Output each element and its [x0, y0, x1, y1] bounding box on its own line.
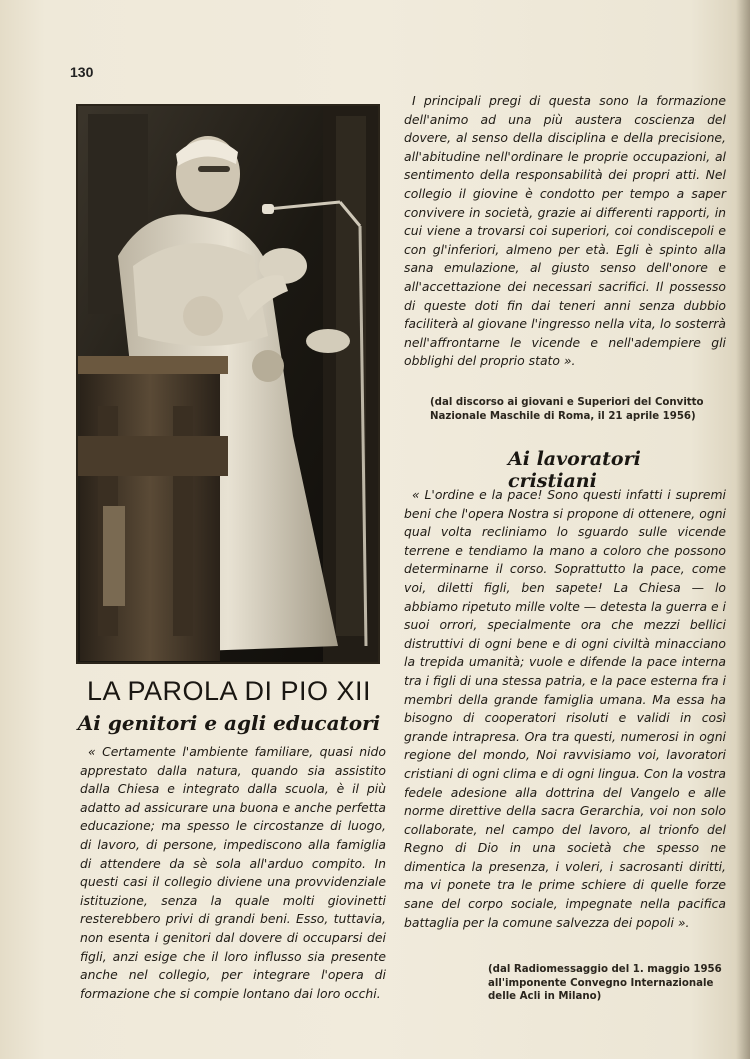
- paragraph-pregi-text: I principali pregi di questa sono la formazione dell'animo ad una più austera coscienza del dovere, al senso della disciplina e della precisione, all'abitudine nell'ordinare le proprie occupazioni, al sentimento della responsabilità dei propri atti. Nel collegio il giovine è condotto per tempo a saper convivere in società, grazie ai differenti rapporti, in cui viene a trovarsi coi superiori, coi condiscepoli e con gl'inferiori, almeno per età. Egli è spinto alla sana emulazione, al giusto senso dell'onore e all'accettazione dei necessari sacrifici. Il possesso di queste doti fin dai teneri anni senza dubbio faciliterà al giovane l'ingresso nella vita, lo sosterrà nell'affrontarne le vicende e nell'adempiere gli obblighi del proprio stato ».: [404, 93, 726, 369]
- paragraph-genitori-text: « Certamente l'ambiente familiare, quasi nido apprestato dalla natura, quando sia assistito dalla Chiesa e integrato dalla scuola, è il più adatto ad assicurare una buona e anche perfetta educazione; ma spesso le circostanze di luogo, di lavoro, di persone, impediscono alla famiglia di attendere da sè sola all'arduo compito. In questi casi il collegio diviene una provvidenziale istituzione, senza la quale molti giovinetti resterebbero privi di grandi beni. Esso, tuttavia, non esenta i genitori dal dovere di occuparsi dei figli, anzi esige che il loro influsso sia presente anche nel collegio, per integrare l'opera di formazione che si compie lontano dai loro occhi.: [80, 744, 386, 1001]
- page-edge-shadow: [736, 0, 750, 1059]
- headline: LA PAROLA DI PIO XII: [86, 676, 372, 706]
- source-note-convitto: (dal discorso ai giovani e Superiori del Convitto Nazionale Maschile di Roma, il 21 aprile 1956): [430, 397, 704, 422]
- source-note-radiomessaggio: (dal Radiomessaggio del 1. maggio 1956 all'imponente Convegno Internazionale delle Acli in Milano): [488, 964, 722, 1002]
- page-number: 130: [70, 64, 94, 80]
- paragraph-lavoratori: [404, 486, 726, 932]
- paragraph-lavoratori-text: « L'ordine e la pace! Sono questi infatti i supremi beni che l'opera Nostra si propone di ottenere, ogni qual volta recliniamo lo sguardo sulle vicende terrene e tendiamo la mano a coloro che possono determinarne il corso. Soprattutto la pace, come voi, diletti figli, ben sapete! La Chiesa — lo abbiamo ripetuto mille volte — detesta la guerra e i suoi orrori, specialmente ora che mezzi bellici distruttivi di ogni bene e di ogni civiltà minacciano la trepida umanità; vuole e difende la pace interna tra i figli di una stessa patria, e la pace esterna fra i membri della grande famiglia umana. Ma essa ha bisogno di cooperatori risoluti e validi in così grande intrapresa. Ora tra questi, numerosi in ogni regione del mondo, Noi ravvisiamo voi, lavoratori cristiani di ogni clima e di ogni lingua. Con la vostra fedele adesione alla dottrina del Vangelo e alle norme direttive della sacra Gerarchia, voi non solo collaborate, nel campo del lavoro, al trionfo del Regno di Dio in una società che spesso ne dimentica la presenza, i voleri, i sacrosanti diritti, ma vi ponete tra le prime schiere di quelle forze sane del corpo sociale, impegnate nella pacifica battaglia per la comune salvezza dei popoli ».: [404, 487, 726, 930]
- paragraph-pregi: [404, 92, 726, 371]
- subtitle-genitori: Ai genitori e agli educatori: [77, 711, 381, 735]
- pope-photo: [76, 104, 380, 664]
- pope-photo-illustration: [78, 106, 378, 662]
- paragraph-genitori: [80, 743, 386, 1003]
- subtitle-lavoratori: Ai lavoratori cristiani: [508, 448, 641, 492]
